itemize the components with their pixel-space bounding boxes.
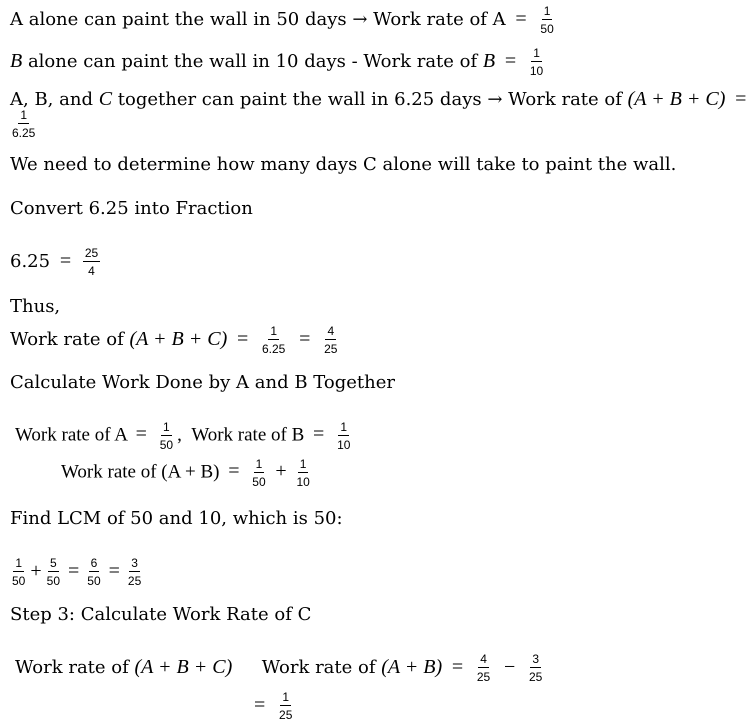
fraction: [277, 690, 294, 722]
fraction: [45, 556, 62, 588]
numerator: 1: [340, 420, 348, 434]
numerator: 1: [255, 457, 263, 471]
line-work-rate-abc: [10, 88, 750, 111]
fraction: [322, 324, 339, 356]
denominator: 50: [252, 475, 266, 489]
denominator: 50: [159, 438, 174, 452]
numerator: 1: [163, 420, 170, 434]
denominator: 50: [540, 22, 554, 36]
numerator: 1: [282, 690, 290, 704]
line-ab-heading: [10, 372, 395, 394]
line-rate-c-expression: [15, 652, 546, 684]
plus-sign: +: [275, 460, 287, 483]
variable: B: [482, 50, 496, 72]
statement-text: together can paint the wall in 6.25 days → Work rate of: [112, 89, 628, 110]
equals-sign: =: [735, 88, 747, 110]
denominator: 50: [87, 574, 101, 588]
line-convert-equation: [10, 246, 102, 278]
equals-sign: =: [451, 656, 464, 678]
numerator: 25: [84, 246, 99, 260]
statement-text: A, B, and: [10, 89, 99, 110]
fraction: [294, 457, 311, 489]
statement-text: Calculate Work Done by A and B Together: [10, 372, 395, 393]
equals-sign: =: [313, 423, 325, 446]
line-goal: [10, 154, 676, 176]
label-text: Work rate of (A + B): [61, 461, 220, 483]
label-text: Work rate of: [10, 329, 130, 350]
line-work-rate-abc-fraction: [10, 108, 39, 140]
variable: B: [10, 50, 23, 72]
fraction: [250, 457, 267, 489]
statement-text: Thus,: [10, 296, 61, 317]
equals-sign: =: [59, 250, 72, 272]
denominator: 50: [46, 574, 60, 588]
equals-sign: =: [68, 560, 80, 582]
numerator: 4: [327, 324, 335, 338]
label-text: Work rate of: [261, 657, 382, 678]
numerator: 4: [480, 652, 487, 666]
numerator: 3: [131, 556, 138, 570]
denominator: 25: [324, 342, 338, 356]
statement-text: A alone can paint the wall in 50 days → Work rate of A: [10, 9, 506, 30]
equals-sign: =: [515, 8, 527, 30]
denominator: 25: [279, 708, 293, 722]
fraction: [85, 556, 102, 588]
line-rate-ab: [61, 457, 314, 489]
line-rates-a-b: [15, 420, 354, 452]
numerator: 1: [15, 556, 23, 570]
equals-sign: =: [236, 328, 249, 350]
denominator: 50: [12, 574, 26, 588]
fraction: [335, 420, 352, 452]
line-work-rate-b: [10, 46, 547, 78]
denominator: 10: [337, 438, 351, 452]
expression: (A + B + C): [129, 328, 228, 350]
numerator: 1: [533, 46, 540, 60]
statement-text: Find LCM of 50 and 10, which is 50:: [10, 508, 343, 529]
numerator: 6: [90, 556, 98, 570]
fraction: [83, 246, 100, 278]
plus-sign: +: [30, 560, 42, 582]
statement-text: Step 3: Calculate Work Rate of C: [10, 604, 312, 625]
fraction: [126, 556, 143, 588]
line-thus: [10, 296, 60, 318]
denominator: 25: [127, 574, 142, 588]
line-work-rate-a: [10, 4, 558, 36]
fraction: [10, 556, 27, 588]
equals-sign: =: [108, 560, 120, 582]
line-work-rate-abc-result: [10, 324, 341, 356]
statement-text: Convert 6.25 into Fraction: [10, 198, 253, 219]
fraction: [10, 108, 37, 140]
statement-text: alone can paint the wall in 10 days - Work rate of: [22, 51, 483, 72]
line-convert-heading: [10, 198, 253, 220]
lhs-value: 6.25: [10, 251, 51, 272]
numerator: 3: [532, 652, 539, 666]
line-rate-c-result: [254, 690, 296, 722]
equals-sign: =: [135, 423, 147, 446]
equals-sign: =: [504, 50, 517, 72]
line-step3-heading: [10, 604, 311, 626]
denominator: 6.25: [12, 126, 36, 140]
denominator: 10: [296, 475, 310, 489]
numerator: 1: [299, 457, 307, 471]
numerator: 5: [49, 556, 57, 570]
fraction: [528, 46, 545, 78]
denominator: 4: [88, 264, 95, 278]
equals-sign: =: [299, 328, 311, 350]
numerator: 1: [20, 108, 28, 122]
denominator: 10: [529, 64, 544, 78]
label-text: Work rate of: [15, 657, 135, 678]
expression: (A + B + C): [134, 656, 233, 678]
numerator: 1: [270, 324, 278, 338]
equals-sign: =: [228, 460, 240, 483]
denominator: 25: [476, 670, 491, 684]
fraction: [538, 4, 555, 36]
label-text: Work rate of A: [15, 424, 127, 446]
separator: ,: [177, 424, 182, 446]
label-text: Work rate of B: [191, 424, 305, 446]
line-lcm: [10, 508, 343, 530]
statement-text: We need to determine how many days C alone will take to paint the wall.: [10, 154, 677, 175]
fraction: [527, 652, 544, 684]
numerator: 1: [543, 4, 551, 18]
expression: (A + B + C): [627, 88, 726, 110]
line-sum-fractions: [10, 556, 145, 588]
fraction: [475, 652, 492, 684]
equals-sign: =: [254, 694, 266, 716]
fraction: [158, 420, 175, 452]
variable: C: [98, 88, 113, 110]
minus-sign: −: [503, 656, 516, 678]
expression: (A + B): [381, 656, 443, 678]
denominator: 6.25: [262, 342, 286, 356]
denominator: 25: [528, 670, 543, 684]
fraction: [260, 324, 287, 356]
